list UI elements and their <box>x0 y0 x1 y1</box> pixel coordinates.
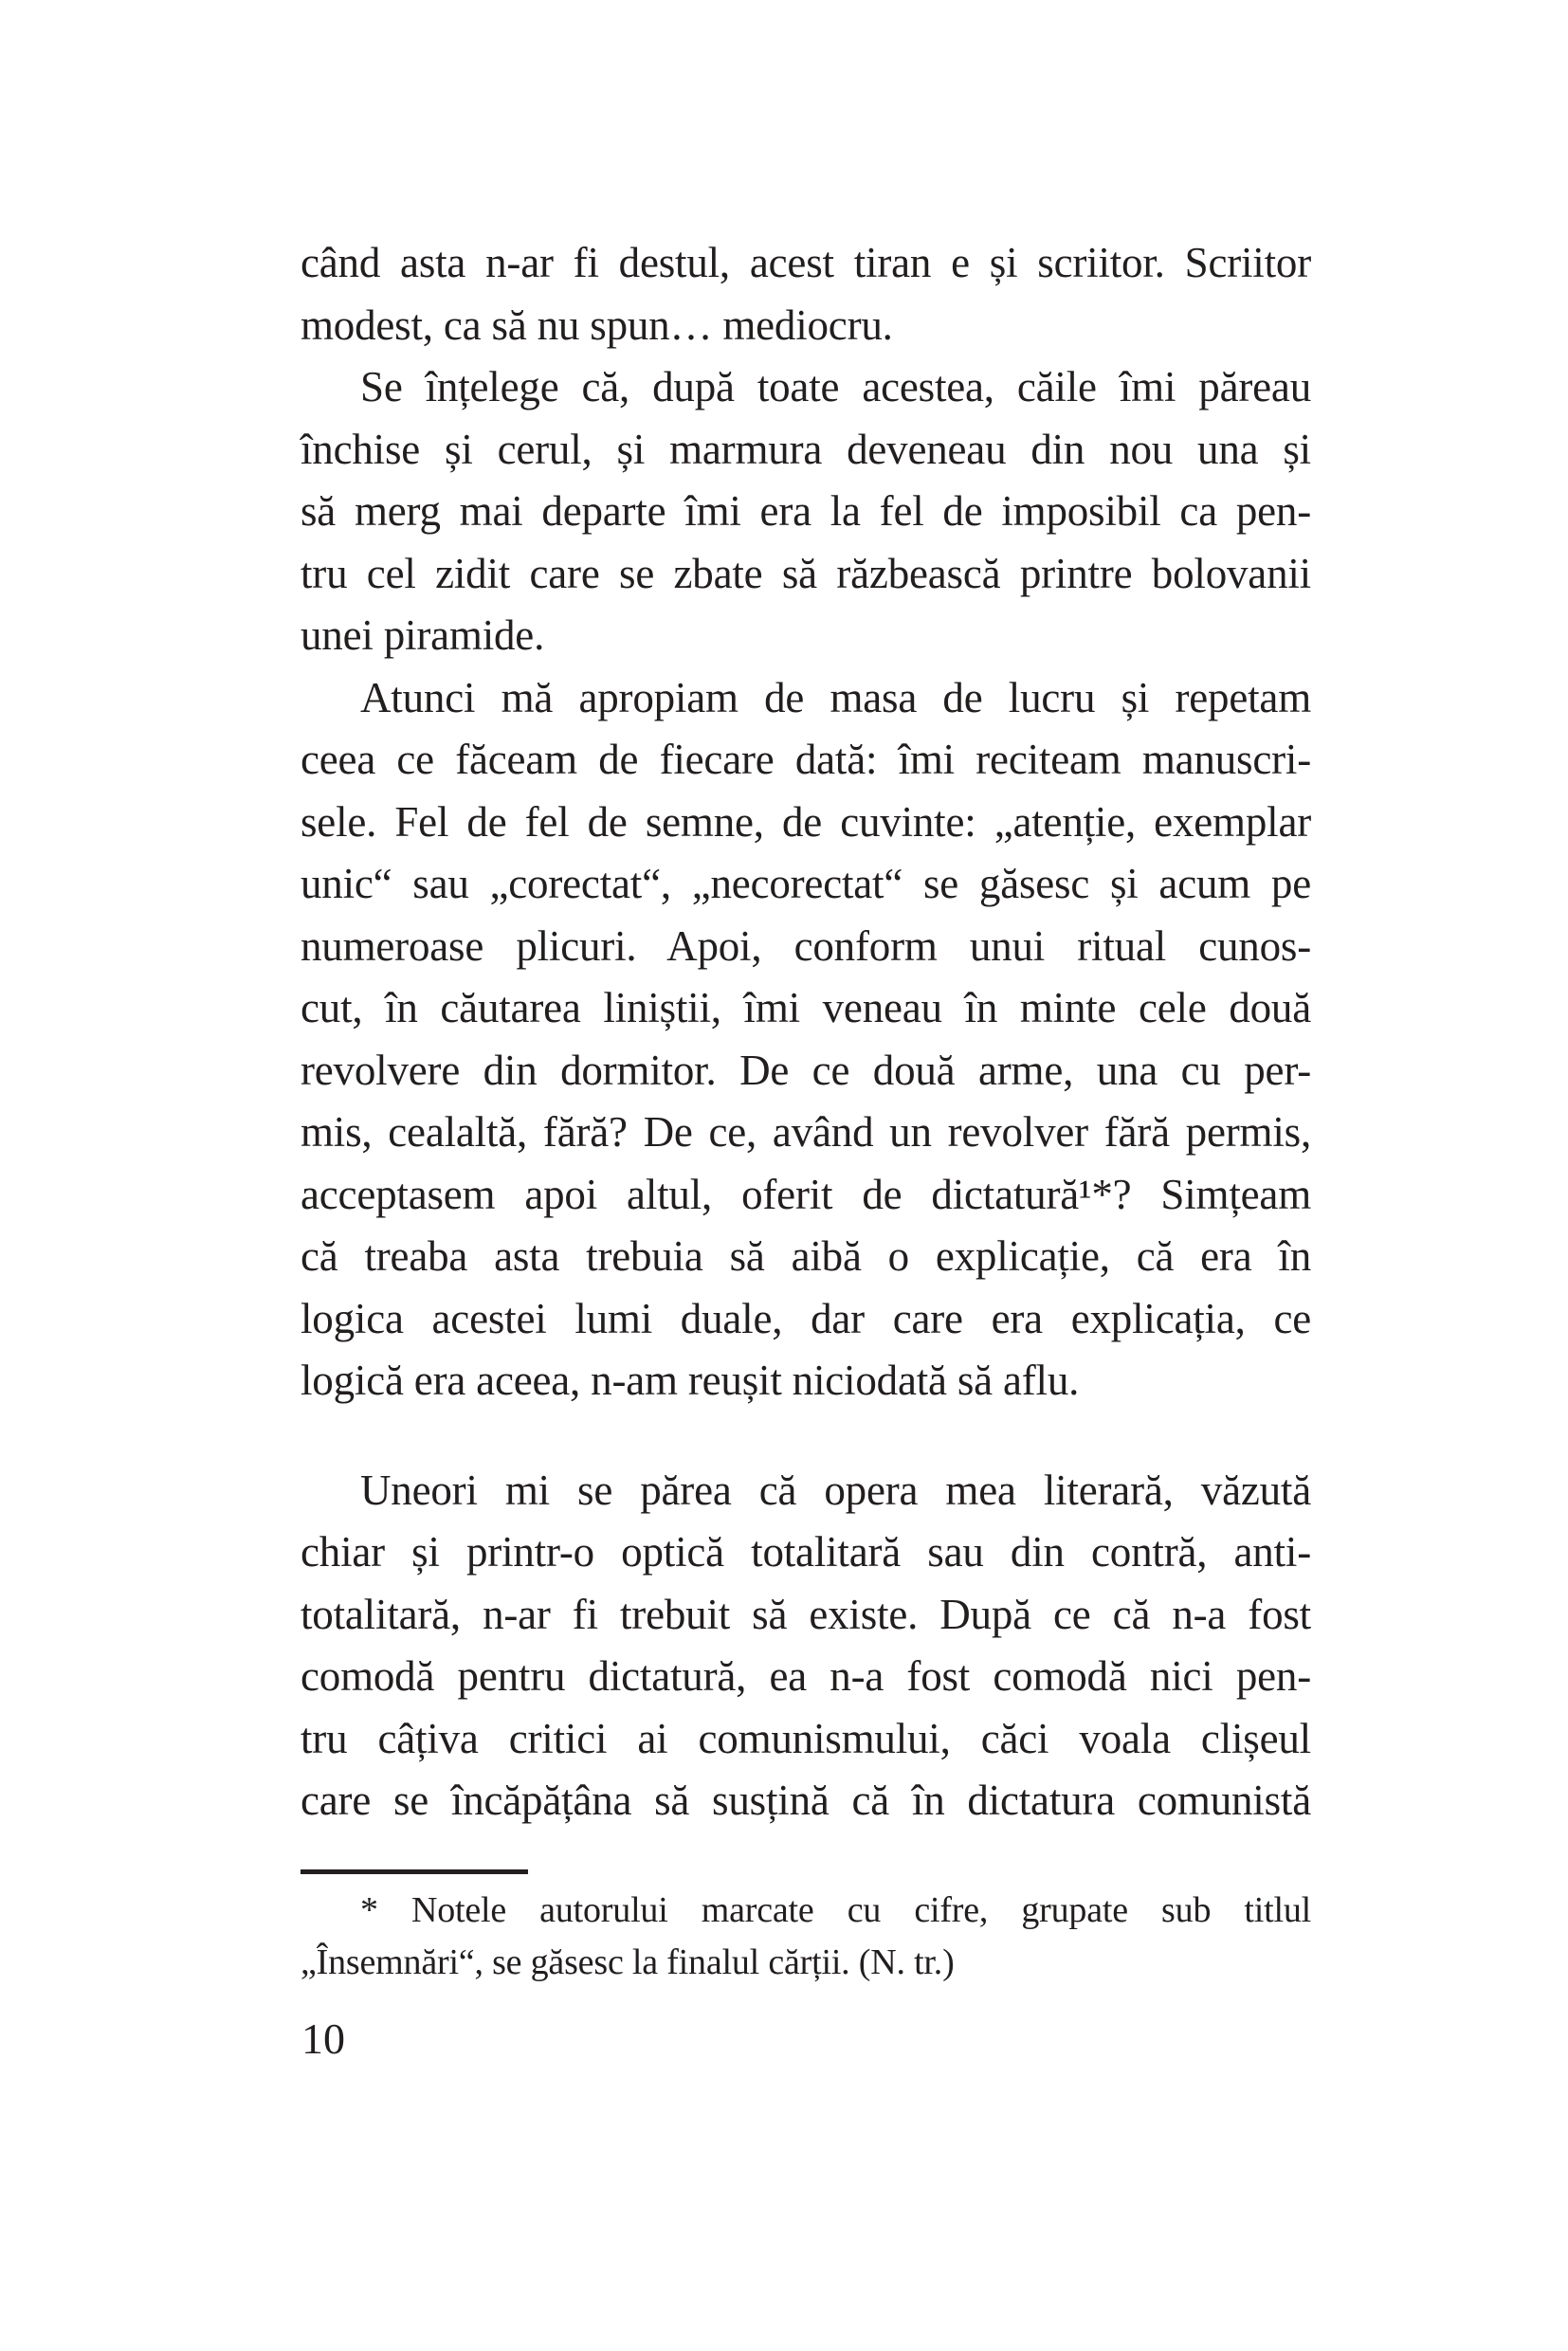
body-line: logică era aceea, n-am reușit niciodată să aflu. <box>301 1357 1080 1404</box>
body-line: că treaba asta trebuia să aibă o explicație, că era în <box>301 1232 1311 1280</box>
body-line: tru cel zidit care se zbate să răzbească printre bolovanii <box>301 549 1311 597</box>
body-line: modest, ca să nu spun… mediocru. <box>301 301 893 349</box>
body-line: închise și cerul, și marmura deveneau din nou una și <box>301 425 1311 473</box>
footnote-line: „Însemnări“, se găsesc la finalul cărții. (N. tr.) <box>301 1942 955 1982</box>
body-line: numeroase plicuri. Apoi, conform unui ritual cunos- <box>301 921 1311 970</box>
footnote-block <box>301 1885 1311 1989</box>
body-line: revolvere din dormitor. De ce două arme, una cu per- <box>301 1046 1311 1094</box>
body-line: comodă pentru dictatură, ea n-a fost comodă nici pen- <box>301 1652 1311 1700</box>
page-number: 10 <box>301 2014 345 2063</box>
body-line: logica acestei lumi duale, dar care era explicația, ce <box>301 1294 1311 1342</box>
body-line: Uneori mi se părea că opera mea literară, văzută <box>360 1466 1311 1514</box>
body-line: cut, în căutarea liniștii, îmi veneau în minte cele două <box>301 984 1311 1031</box>
body-line: totalitară, n-ar fi trebuit să existe. După ce că n-a fost <box>301 1590 1311 1638</box>
body-line: unic“ sau „corectat“, „necorectat“ se găsesc și acum pe <box>301 860 1311 907</box>
body-line: mis, cealaltă, fără? De ce, având un revolver fără permis, <box>301 1108 1311 1156</box>
body-line: sele. Fel de fel de semne, de cuvinte: „atenție, exemplar <box>301 797 1311 846</box>
body-line: când asta n-ar fi destul, acest tiran e și scriitor. Scriitor <box>301 239 1311 286</box>
footnote-line: * Notele autorului marcate cu cifre, grupate sub titlul <box>360 1890 1311 1930</box>
body-line: Atunci mă apropiam de masa de lucru și repetam <box>360 673 1311 721</box>
body-line: tru câțiva critici ai comunismului, căci voala clișeul <box>301 1714 1311 1762</box>
body-text-block <box>301 232 1311 1832</box>
footnote-separator-rule <box>301 1869 528 1874</box>
body-line: acceptasem apoi altul, oferit de dictatură¹*? Simțeam <box>301 1170 1311 1218</box>
body-line: care se încăpățâna să susțină că în dictatura comunistă <box>301 1777 1311 1824</box>
body-line: ceea ce făceam de fiecare dată: îmi reciteam manuscri- <box>301 736 1311 783</box>
body-line: chiar și printr-o optică totalitară sau din contră, anti- <box>301 1528 1311 1576</box>
body-line: să merg mai departe îmi era la fel de imposibil ca pen- <box>301 487 1311 535</box>
body-line: unei piramide. <box>301 611 545 659</box>
body-line: Se înțelege că, după toate acestea, căile îmi păreau <box>360 363 1311 410</box>
